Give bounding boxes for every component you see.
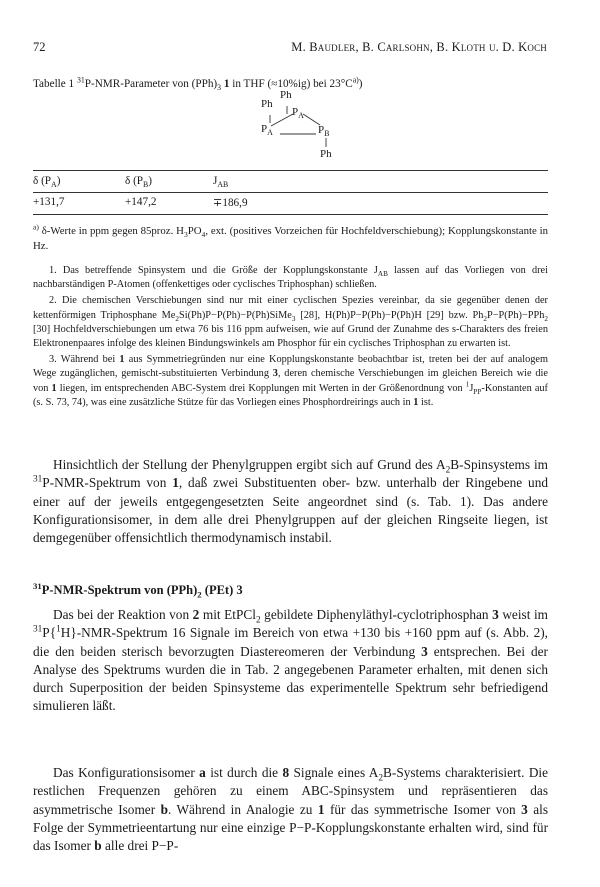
paragraph-isomers: Das Konfigurationsisomer a ist durch die 8 Signale eines $A_2B$-Systems charakterisiert. Die restlichen Frequenzen gehören zu einem ABC-Spinsystem und repräsentieren das asymmetrische Isomer b. Während in Analogie zu 1 für das symmetrische Isomer von 3 als Folge der Symmetrieentartung nur eine einzige P−P-Kopplungskonstante erhalten wird, sind für das Isomer b alle drei P−P- — [33, 765, 549, 854]
running-head — [33, 40, 547, 58]
table-caption: Tabelle 1 $^{31}$P-NMR-Parameter von $(PPh)_3$ 1 in THF (≈10%ig) bei $23^\circ C^{a)}$) — [33, 75, 363, 93]
paragraph-spectrum: Das bei der Reaktion von 2 mit EtPCl$_2$ gebildete Diphenyläthyl-cyclotriphosphan 3 weist im $^{31}$P{$^1$H}-NMR-Spektrum 16 Signale im Bereich von etwa +130 bis +160 ppm auf (s. Abb. 2), die den beiden sterisch bevorzugten Diastereomeren der Verbindung 3 entsprechen. Bei der Analyse des Spektrums wurden die in Tab. 2 angegebenen Parameter erhalten, mit denen sich durch Superposition der beiden Spinsysteme das experimentelle Spektrum sehr befriedigend simulieren läßt. — [33, 607, 548, 714]
value-delta-pa: +131,7 — [33, 196, 65, 208]
triphosphirane-structure — [258, 89, 368, 164]
phenyl-bottom: Ph — [320, 148, 332, 160]
table-footnote: $^{a)}$ δ-Werte in ppm gegen 85proz. $H_3PO_4$, ext. (positives Vorzeichen für Hochfeldverschiebung); Kopplungskonstante in Hz. — [33, 222, 548, 252]
note-2: 2. Die chemischen Verschiebungen sind nur mit einer cyclischen Spezies vereinbar, da sie gegenüber denen der kettenförmigen Triphosphane $Me_2Si(Ph)P-P(Ph)-P(Ph)SiMe_3$ [28], H(Ph)P−P(Ph)−P(Ph)H [29] bzw. $Ph_2P-P(Ph)-PPh_2$ [30] Hochfeldverschiebungen um etwa 76 bis 116 ppm aufweisen, wie auf Grund der Zunahme des s-Charakters des freien Elektronenpaares infolge des kleinen Bindungswinkels am Phosphor für ein cyclisches Triphosphan zu erwarten ist. — [33, 295, 548, 350]
phosphorus-left: $P_A$ — [261, 123, 273, 138]
header-delta-pa: δ $(P_A)$ — [33, 175, 61, 190]
section-heading: $^{31}$P-NMR-Spektrum von $(PPh)_2$ (PEt) 3 — [33, 580, 243, 600]
header-jab: $J_{AB}$ — [213, 175, 229, 190]
phenyl-left: Ph — [261, 98, 273, 110]
header-delta-pb: δ $(P_B)$ — [125, 175, 152, 190]
phosphorus-apex: $P_A$ — [292, 106, 304, 121]
phosphorus-b: $P_B$ — [318, 124, 330, 139]
table-top-rule — [33, 170, 548, 171]
phenyl-top: Ph — [280, 89, 292, 101]
author-line: M. Baudler, B. Carlsohn, B. Kloth u. D. Koch — [291, 40, 547, 54]
note-3: 3. Während bei 1 aus Symmetriegründen nur eine Kopplungskonstante beobachtbar ist, treten bei der auf analogem Wege zugänglichen, gemischt-substituierten Verbindung 3, deren chemische Verschiebungen im gleichen Bereich wie die von 1 liegen, im entsprechenden ABC-System drei Kopplungen mit Werten in der Größenordnung von $^1J_{PP}$-Konstanten auf (s. S. 73, 74), was eine zusätzliche Stütze für das Vorliegen eines Phosphordreirings auch in 1 ist. — [33, 354, 548, 408]
table-bottom-rule — [33, 214, 548, 215]
note-1: 1. Das betreffende Spinsystem und die Größe der Kopplungskonstante $J_{AB}$ lassen auf das Vorliegen von drei nachbarständigen P-Atomen (offenkettiges oder cyclisches Triphosphan) schließen. — [33, 265, 548, 291]
paragraph-phenyl-positions: Hinsichtlich der Stellung der Phenylgruppen ergibt sich auf Grund des $A_2B$-Spinsystems im $^{31}$P-NMR-Spektrum von 1, daß zwei Substituenten ober- bzw. unterhalb der Ringebene und einer auf der jeweils entgegengesetzten Seite angeordnet sind (s. Tab. 1). Das andere Konfigurationsisomer, in dem alle drei Phenylgruppen auf der gleichen Ringseite liegen, ist demgegenüber offensichtlich thermodynamisch instabil. — [33, 457, 549, 546]
numbered-notes — [33, 264, 548, 412]
value-delta-pb: +147,2 — [125, 196, 157, 208]
page-number: 72 — [33, 40, 46, 54]
value-jab: ∓186,9 — [213, 197, 248, 209]
table-header-rule — [33, 192, 548, 193]
ring-bonds — [258, 92, 368, 164]
